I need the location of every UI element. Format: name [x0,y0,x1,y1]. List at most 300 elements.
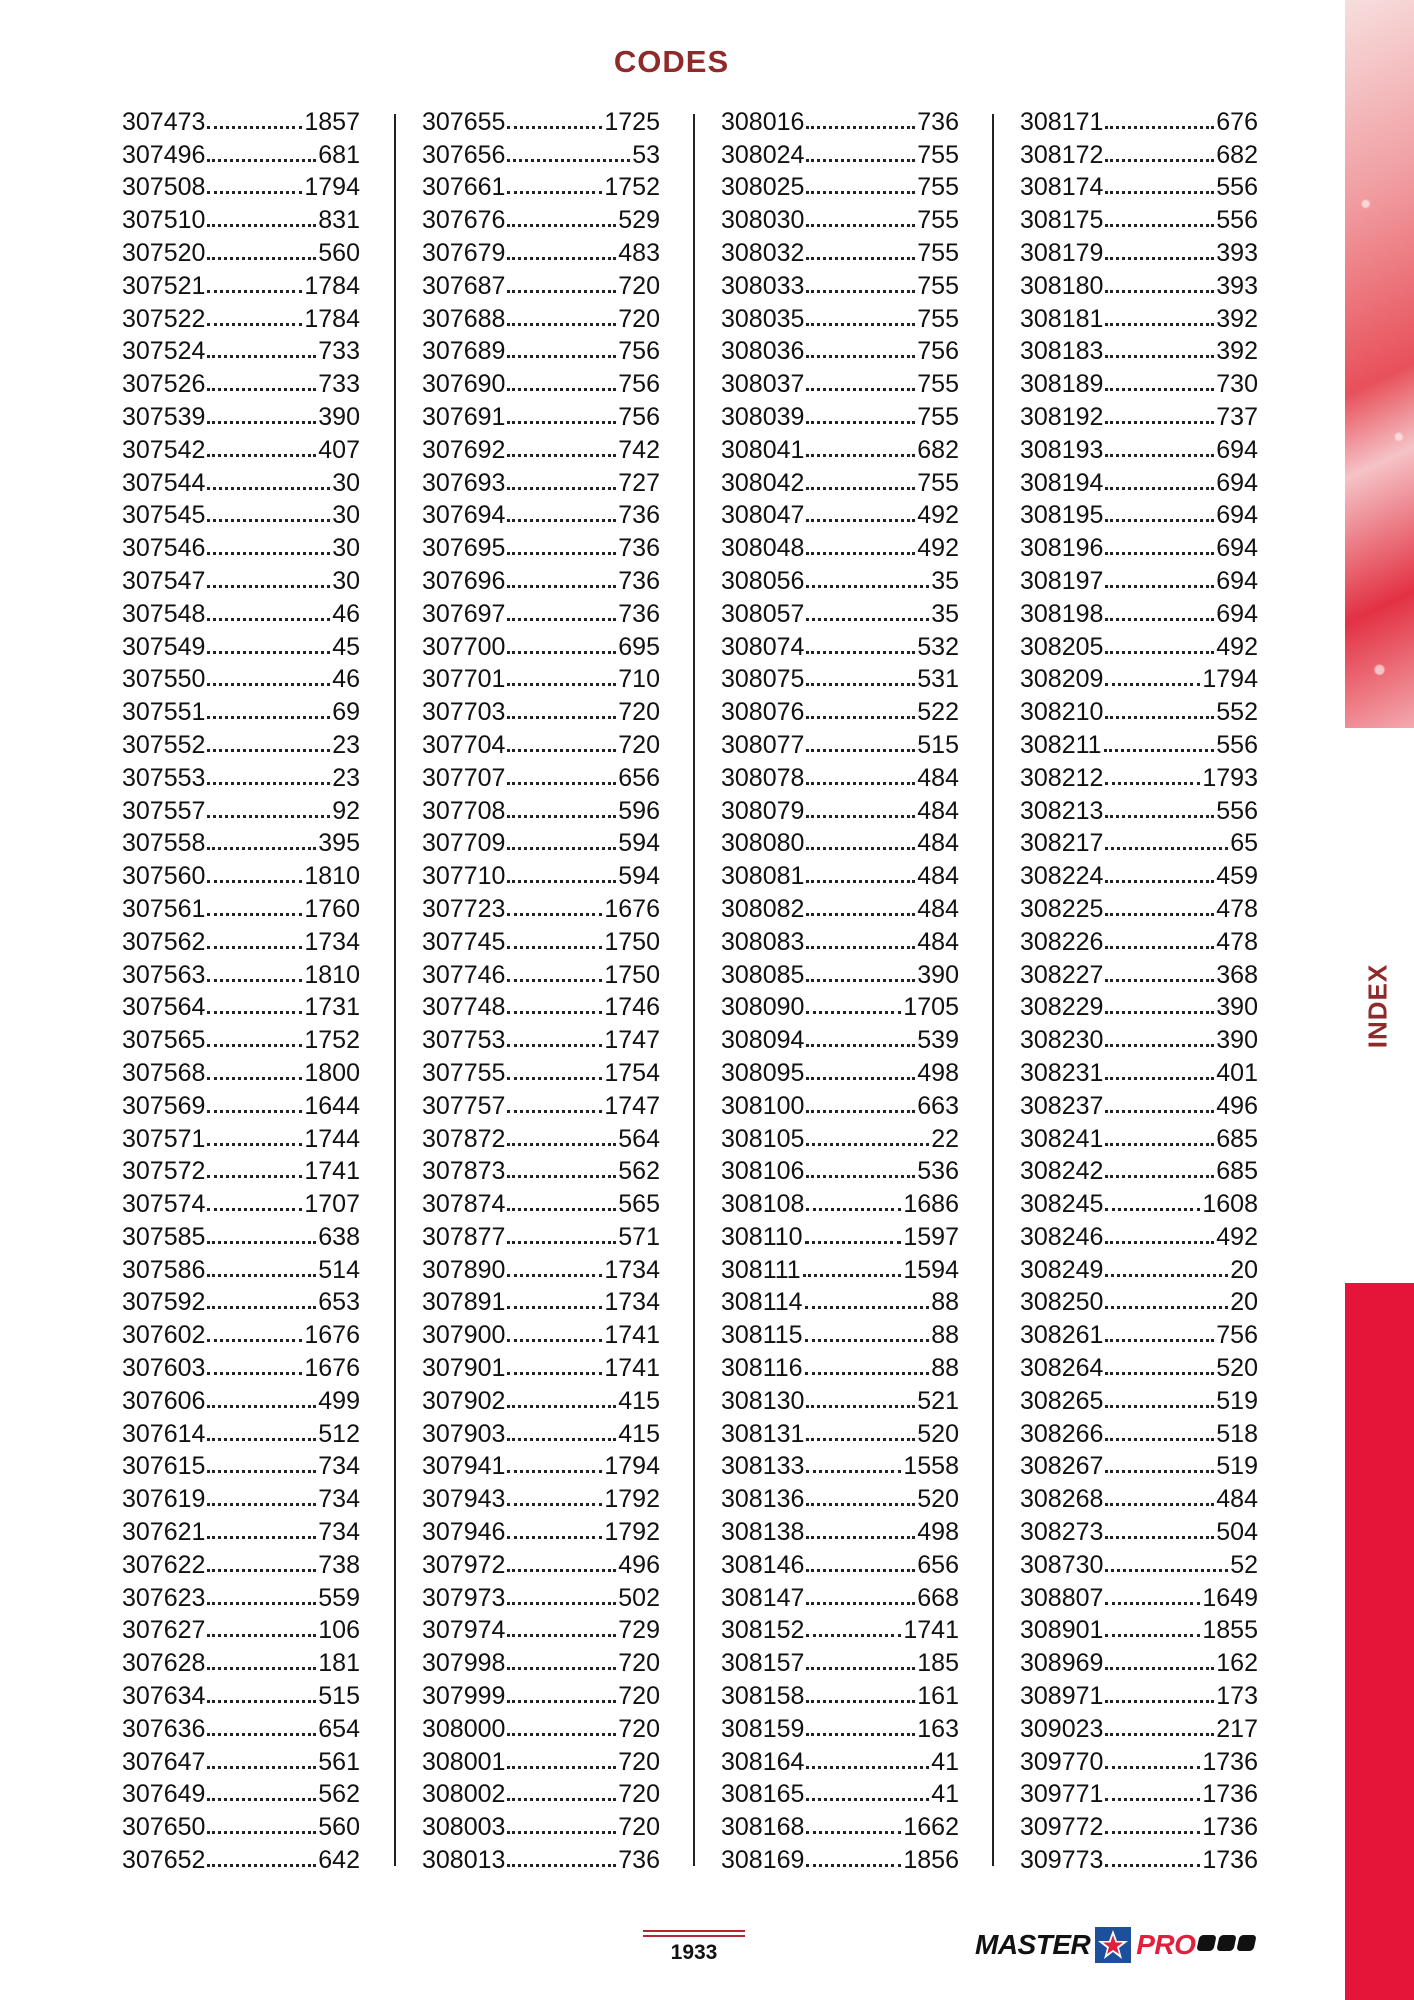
product-code: 308196 [1020,534,1104,563]
dot-leader [207,1241,316,1244]
index-entry [721,430,959,463]
product-code: 308195 [1020,501,1104,530]
product-code: 307560 [122,862,206,891]
dot-leader [507,946,602,949]
product-code: 307690 [422,370,506,399]
dot-leader [207,1536,316,1539]
index-entry [122,692,360,725]
page-reference: 520 [1216,1354,1258,1383]
page-reference: 22 [931,1124,959,1153]
index-entry [721,266,959,299]
page-reference: 502 [618,1583,660,1612]
index-entry [1020,1709,1258,1742]
dot-leader [805,1306,930,1309]
dot-leader [1105,290,1214,293]
page-reference: 564 [618,1124,660,1153]
dot-leader [207,1733,316,1736]
index-entry [422,791,660,824]
index-entry [721,1152,959,1185]
product-code: 307746 [422,960,506,989]
index-entry [422,135,660,168]
page-reference: 1754 [604,1058,660,1087]
page-reference: 536 [917,1157,959,1186]
product-code: 307745 [422,927,506,956]
index-entry [1020,561,1258,594]
index-entry [422,1184,660,1217]
index-entry [1020,824,1258,857]
dot-leader [207,552,330,555]
dot-leader [806,1110,915,1113]
product-code: 308267 [1020,1452,1104,1481]
dot-leader [507,290,616,293]
page-reference: 756 [618,337,660,366]
page-reference: 685 [1216,1124,1258,1153]
dot-leader [805,1372,930,1375]
dot-leader [1105,257,1214,260]
dot-leader [806,716,915,719]
page-reference: 1794 [1202,665,1258,694]
product-code: 307473 [122,107,206,136]
page-reference: 755 [917,402,959,431]
product-code: 308114 [721,1288,803,1317]
dot-leader [207,388,316,391]
product-code: 307544 [122,468,206,497]
dot-leader [507,1175,616,1178]
index-entry [122,1020,360,1053]
page-reference: 676 [1216,107,1258,136]
dot-leader [806,1405,915,1408]
index-entry [422,594,660,627]
index-entry [1020,266,1258,299]
dot-leader [507,1339,602,1342]
index-entry [1020,856,1258,889]
dot-leader [507,1011,602,1014]
page-reference: 638 [318,1222,360,1251]
product-code: 308078 [721,763,805,792]
dot-leader [507,1077,602,1080]
product-code: 308205 [1020,632,1104,661]
product-code: 308082 [721,894,805,923]
page-reference: 392 [1216,337,1258,366]
dot-leader [207,1372,302,1375]
product-code: 308074 [721,632,805,661]
dot-leader [806,355,915,358]
page-reference: 1792 [604,1485,660,1514]
product-code: 308077 [721,730,805,759]
page-reference: 565 [618,1190,660,1219]
page-reference: 484 [917,862,959,891]
page-reference: 681 [318,140,360,169]
product-code: 308171 [1020,107,1104,136]
page-reference: 392 [1216,304,1258,333]
product-code: 307636 [122,1714,206,1743]
index-entry [721,1578,959,1611]
dot-leader [207,1175,302,1178]
page-reference: 594 [618,862,660,891]
dot-leader [207,1503,316,1506]
index-entry [721,102,959,135]
index-entry [422,1775,660,1808]
index-entry [1020,463,1258,496]
product-code: 307592 [122,1288,206,1317]
dot-leader [806,1569,915,1572]
product-code: 307902 [422,1386,506,1415]
product-code: 308116 [721,1354,803,1383]
product-code: 307656 [422,140,506,169]
dot-leader [1105,1569,1228,1572]
index-entry [1020,1545,1258,1578]
dot-leader [1105,421,1214,424]
dot-leader [1105,191,1214,194]
index-entry [1020,1315,1258,1348]
dot-leader [1105,1470,1214,1473]
index-entry [1020,1676,1258,1709]
index-entry [122,889,360,922]
product-code: 307748 [422,993,506,1022]
dot-leader [806,1831,901,1834]
product-code: 307689 [422,337,506,366]
index-entry [1020,496,1258,529]
page-reference: 694 [1216,599,1258,628]
dot-leader [207,749,330,752]
dot-leader [1105,159,1214,162]
dot-leader [1104,749,1215,752]
index-entry [721,463,959,496]
index-entry [1020,791,1258,824]
product-code: 307697 [422,599,506,628]
dot-leader [507,585,616,588]
product-code: 307627 [122,1616,206,1645]
dot-leader [507,1831,616,1834]
product-code: 308179 [1020,238,1104,267]
index-entry [721,1479,959,1512]
page-reference: 1855 [1202,1616,1258,1645]
dot-leader [507,1044,602,1047]
product-code: 309773 [1020,1846,1104,1875]
dot-leader [1105,1208,1200,1211]
dot-leader [507,257,616,260]
index-entry [422,1545,660,1578]
page-reference: 498 [917,1518,959,1547]
product-code: 307539 [122,402,206,431]
index-entry [122,1512,360,1545]
dot-leader [806,1175,915,1178]
dot-leader [1105,1339,1214,1342]
page-reference: 560 [318,1813,360,1842]
page-reference: 499 [318,1386,360,1415]
page-reference: 1734 [604,1255,660,1284]
page-reference: 720 [618,1714,660,1743]
product-code: 308174 [1020,173,1104,202]
index-entry [422,1053,660,1086]
column-divider [394,114,396,1866]
page-reference: 217 [1216,1714,1258,1743]
index-entry [1020,299,1258,332]
product-code: 307628 [122,1649,206,1678]
dot-leader [507,815,616,818]
page-reference: 720 [618,698,660,727]
product-code: 307873 [422,1157,506,1186]
dot-leader [806,749,915,752]
product-code: 307877 [422,1222,506,1251]
product-code: 307586 [122,1255,206,1284]
dot-leader [1105,1766,1200,1769]
index-entry [721,1020,959,1053]
dot-leader [1105,815,1214,818]
product-code: 308249 [1020,1255,1104,1284]
dot-leader [507,618,616,621]
dot-leader [1105,323,1214,326]
index-entry [721,1709,959,1742]
index-entry [1020,660,1258,693]
page-reference: 736 [618,1846,660,1875]
index-entry [1020,1742,1258,1775]
product-code: 307652 [122,1846,206,1875]
dot-leader [1105,979,1214,982]
dot-leader [1105,1372,1214,1375]
product-code: 308090 [721,993,805,1022]
index-entry [1020,725,1258,758]
product-code: 307585 [122,1222,206,1251]
product-code: 307565 [122,1026,206,1055]
dot-leader [207,257,316,260]
product-code: 308105 [721,1124,805,1153]
dot-leader [207,880,302,883]
index-entry [122,1611,360,1644]
page-reference: 755 [917,140,959,169]
index-entry [422,1250,660,1283]
page-reference: 1747 [604,1091,660,1120]
index-entry [721,1775,959,1808]
dot-leader [207,487,330,490]
page-reference: 560 [318,238,360,267]
page-reference: 163 [917,1714,959,1743]
product-code: 308039 [721,402,805,431]
dot-leader [507,716,616,719]
index-entry [1020,758,1258,791]
page-reference: 529 [618,206,660,235]
page-reference: 515 [318,1682,360,1711]
dot-leader [1105,1143,1214,1146]
index-entry [1020,1217,1258,1250]
dot-leader [507,487,616,490]
index-entry [122,561,360,594]
index-entry [721,364,959,397]
dot-leader [507,1503,602,1506]
dot-leader [1105,355,1214,358]
index-entry [422,430,660,463]
dot-leader [507,1536,602,1539]
index-entry [422,1086,660,1119]
index-column-1 [122,102,360,1873]
product-code: 307552 [122,730,206,759]
index-entry [422,102,660,135]
product-code: 308217 [1020,829,1104,858]
product-code: 307621 [122,1518,206,1547]
index-entry [422,1742,660,1775]
index-entry [122,200,360,233]
dot-leader [806,1700,915,1703]
dot-leader [806,1667,915,1670]
page-reference: 727 [618,468,660,497]
product-code: 307550 [122,665,206,694]
product-code: 307890 [422,1255,506,1284]
page-reference: 531 [917,665,959,694]
product-code: 308033 [721,271,805,300]
page-reference: 390 [318,402,360,431]
page-reference: 734 [318,1452,360,1481]
product-code: 307694 [422,501,506,530]
page-number-rule [643,1930,745,1940]
dot-leader [207,1569,316,1572]
product-code: 307695 [422,534,506,563]
index-entry [422,1414,660,1447]
index-entry [122,1840,360,1873]
page-reference: 571 [618,1222,660,1251]
product-code: 307723 [422,894,506,923]
product-code: 308273 [1020,1518,1104,1547]
page-reference: 755 [917,206,959,235]
dot-leader [207,1766,316,1769]
index-entry [1020,1643,1258,1676]
index-entry [422,1447,660,1480]
dot-leader [507,979,602,982]
page-reference: 69 [332,698,360,727]
dot-leader [1105,1602,1200,1605]
product-code: 307900 [422,1321,506,1350]
product-code: 307974 [422,1616,506,1645]
product-code: 309772 [1020,1813,1104,1842]
page-reference: 1725 [604,107,660,136]
index-entry [721,791,959,824]
dot-leader [1105,946,1214,949]
page-reference: 459 [1216,862,1258,891]
product-code: 307691 [422,402,506,431]
dot-leader [507,1733,616,1736]
dot-leader [805,1339,930,1342]
product-code: 307647 [122,1747,206,1776]
page-reference: 1810 [304,862,360,891]
index-entry [721,561,959,594]
product-code: 307562 [122,927,206,956]
index-entry [422,1348,660,1381]
product-code: 307700 [422,632,506,661]
index-entry [1020,135,1258,168]
dot-leader [1105,1110,1214,1113]
product-code: 308003 [422,1813,506,1842]
product-code: 307622 [122,1550,206,1579]
index-entry [122,1742,360,1775]
product-code: 307903 [422,1419,506,1448]
product-code: 307551 [122,698,206,727]
product-code: 307508 [122,173,206,202]
dot-leader [806,1634,901,1637]
product-code: 308001 [422,1747,506,1776]
dot-leader [1105,1306,1228,1309]
dot-leader [1105,1405,1214,1408]
dot-leader [1105,1241,1214,1244]
product-code: 307553 [122,763,206,792]
product-code: 307710 [422,862,506,891]
page-reference: 393 [1216,238,1258,267]
index-entry [721,1643,959,1676]
index-entry [1020,889,1258,922]
dot-leader [207,1077,302,1080]
page-reference: 1747 [604,1026,660,1055]
index-entry [1020,397,1258,430]
product-code: 308225 [1020,894,1104,923]
dot-leader [806,421,915,424]
product-code: 307542 [122,435,206,464]
page-reference: 642 [318,1846,360,1875]
dot-leader [1105,552,1214,555]
index-entry [1020,1250,1258,1283]
index-entry [122,233,360,266]
index-entry [422,1479,660,1512]
dot-leader [207,323,302,326]
product-code: 307703 [422,698,506,727]
index-entry [422,332,660,365]
product-code: 307563 [122,960,206,989]
page-reference: 484 [917,927,959,956]
product-code: 308042 [721,468,805,497]
page-reference: 1741 [604,1321,660,1350]
page-reference: 1792 [604,1518,660,1547]
page-reference: 653 [318,1288,360,1317]
page-reference: 401 [1216,1058,1258,1087]
index-entry [721,299,959,332]
product-code: 308115 [721,1321,803,1350]
dot-leader [1105,454,1214,457]
product-code: 308025 [721,173,805,202]
index-entry [721,1676,959,1709]
product-code: 307549 [122,632,206,661]
page-reference: 532 [917,632,959,661]
product-code: 308169 [721,1846,805,1875]
product-code: 307696 [422,566,506,595]
dot-leader [1105,683,1200,686]
dot-leader [507,1569,616,1572]
dot-leader [207,1044,302,1047]
index-entry [122,955,360,988]
index-entry [422,758,660,791]
product-code: 308138 [721,1518,805,1547]
index-entry [422,397,660,430]
product-code: 307557 [122,796,206,825]
dot-leader [207,1011,302,1014]
index-entry [422,1578,660,1611]
dot-leader [207,651,330,654]
index-entry [122,528,360,561]
index-entry [122,1250,360,1283]
product-code: 307891 [422,1288,506,1317]
page-reference: 162 [1216,1649,1258,1678]
dot-leader [207,1110,302,1113]
index-entry [721,1512,959,1545]
page-reference: 520 [917,1419,959,1448]
dot-leader [806,847,915,850]
page-reference: 1800 [304,1058,360,1087]
logo-master-text: MASTER [975,1929,1091,1960]
product-code: 308175 [1020,206,1104,235]
page-reference: 478 [1216,927,1258,956]
dot-leader [507,1667,616,1670]
index-entry [122,1053,360,1086]
index-entry [122,1348,360,1381]
dot-leader [806,782,915,785]
index-entry [721,955,959,988]
page-reference: 654 [318,1714,360,1743]
